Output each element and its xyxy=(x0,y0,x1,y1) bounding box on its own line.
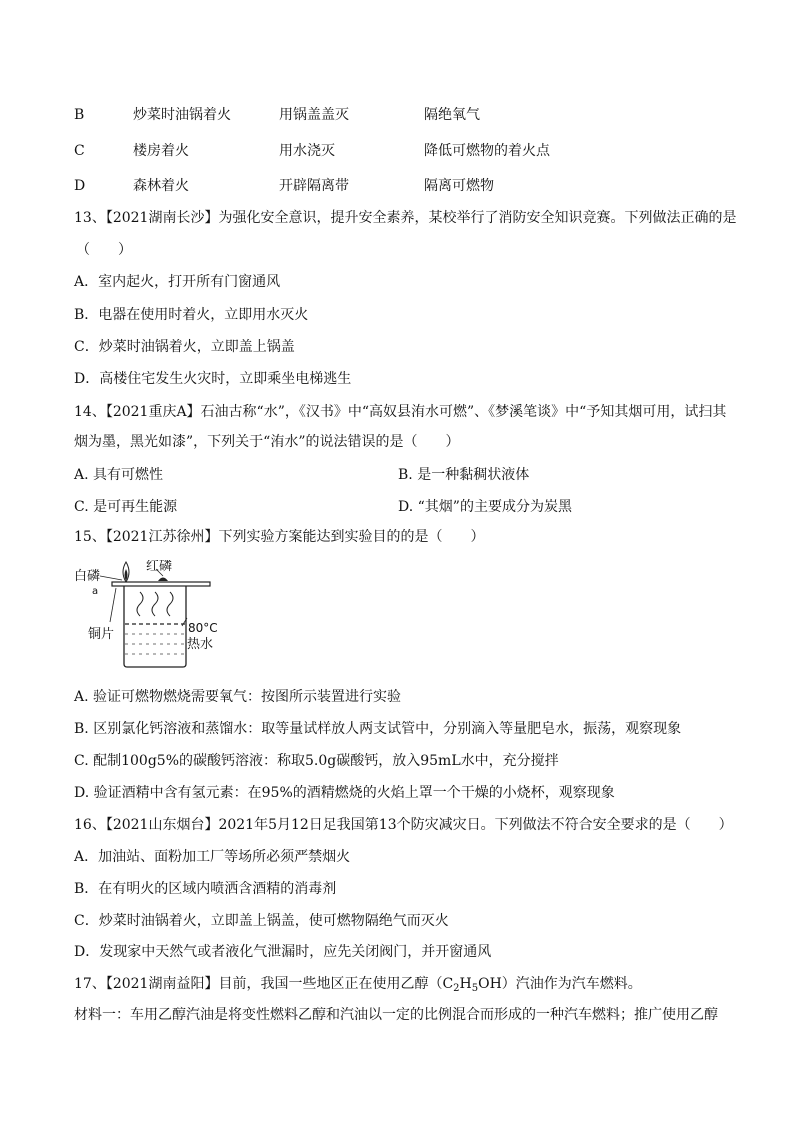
q16-stem: 16、【2021山东烟台】2021年5月12日足我国第13个防灾减灾日。下列做法不符合安全要求的是（ ） xyxy=(74,817,733,833)
row-principle: 隔离可燃物 xyxy=(424,178,494,194)
q16-option-d: D．发现家中天然气或者液化气泄漏时，应先关闭阀门，并开窗通风 xyxy=(74,944,492,960)
q16-option-c: C．炒菜时油锅着火，立即盖上锅盖，使可燃物隔绝气而灭火 xyxy=(74,913,449,929)
q16-option-b: B．在有明火的区域内喷洒含酒精的消毒剂 xyxy=(74,881,337,897)
q17-stem-pre: 17、【2021湖南益阳】目前，我国一些地区正在使用乙醇（C xyxy=(74,976,454,992)
q13-option-d: D．高楼住宅发生火灾时，立即乘坐电梯逃生 xyxy=(74,371,352,387)
q13-option-b: B．电器在使用时着火，立即用水灭火 xyxy=(74,307,309,323)
steam-wisp xyxy=(137,592,143,616)
q17-stem xyxy=(74,975,642,998)
leader-line xyxy=(100,576,122,580)
formula-part: H xyxy=(459,976,472,992)
q13-option-c: C．炒菜时油锅着火，立即盖上锅盖 xyxy=(74,339,295,355)
beaker xyxy=(124,586,186,667)
q14-stem-line1: 14、【2021重庆A】石油古称“水”，《汉书》中“高奴县洧水可燃”、《梦溪笔谈》中“予知其烟可用，试扫其 xyxy=(74,404,727,420)
q15-option-a: A. 验证可燃物燃烧需要氧气：按图所示装置进行实验 xyxy=(74,689,402,705)
q13-stem: 13、【2021湖南长沙】为强化安全意识，提升安全素养，某校举行了消防安全知识竞赛。下列做法正确的是 xyxy=(74,210,737,226)
label-point-a: a xyxy=(92,586,99,597)
label-red-phosphorus: 红磷 xyxy=(146,560,173,574)
row-scene: 森林着火 xyxy=(133,178,189,194)
leader-line xyxy=(110,588,116,622)
label-temperature: 80°C xyxy=(188,621,218,635)
red-phosphorus xyxy=(158,578,168,582)
row-principle: 隔绝氧气 xyxy=(424,107,480,123)
q15-option-c: C. 配制100g5%的碳酸钙溶液：称取5.0g碳酸钙，放入95mL水中，充分搅拌 xyxy=(74,753,559,769)
row-method: 用水浇灭 xyxy=(279,143,335,159)
q14-option-b: B. 是一种黏稠状液体 xyxy=(398,467,530,483)
steam-wisp xyxy=(167,592,173,616)
formula-subscript: 2 xyxy=(453,983,460,994)
q13-option-a: A．室内起火，打开所有门窗通风 xyxy=(74,274,281,290)
combustion-apparatus-figure xyxy=(70,560,240,675)
label-copper-plate: 铜片 xyxy=(88,627,115,642)
row-letter: D xyxy=(74,178,86,194)
q15-option-b: B. 区别氯化钙溶液和蒸馏水：取等量试样放人两支试管中，分别滴入等量肥皂水，振荡，观察现象 xyxy=(74,721,682,737)
row-method: 开辟隔离带 xyxy=(279,178,349,194)
row-method: 用锅盖盖灭 xyxy=(279,107,349,123)
copper-plate xyxy=(112,582,210,586)
q17-material-1: 材料一：车用乙醇汽油是将变性燃料乙醇和汽油以一定的比例混合而形成的一种汽车燃料；推广使用乙醇 xyxy=(74,1007,718,1023)
q15-option-d: D. 验证酒精中含有氢元素：在95%的酒精燃烧的火焰上罩一个干燥的小烧杯，观察现象 xyxy=(74,785,615,801)
row-principle: 降低可燃物的着火点 xyxy=(424,143,550,159)
q17-stem-post: OH）汽油作为汽车燃料。 xyxy=(478,976,642,992)
row-scene: 楼房着火 xyxy=(133,143,189,159)
label-white-phosphorus: 白磷 xyxy=(74,569,101,584)
row-letter: C xyxy=(74,143,85,159)
label-hot-water: 热水 xyxy=(187,637,214,652)
q14-stem-line2: 烟为墨，黑光如漆”，下列关于“洧水”的说法错误的是（ ） xyxy=(74,434,460,450)
steam-wisp xyxy=(152,592,158,616)
q14-option-a: A. 具有可燃性 xyxy=(74,467,164,483)
row-letter: B xyxy=(74,107,85,123)
row-scene: 炒菜时油锅着火 xyxy=(133,107,231,123)
q15-stem: 15、【2021江苏徐州】下列实验方案能达到实验目的的是（ ） xyxy=(74,529,485,545)
q16-option-a: A．加油站、面粉加工厂等场所必须严禁烟火 xyxy=(74,849,351,865)
q14-option-d: D. “其烟”的主要成分为炭黑 xyxy=(398,499,572,515)
q14-option-c: C. 是可再生能源 xyxy=(74,499,178,515)
formula-subscript: 5 xyxy=(471,983,479,994)
q13-answer-blank: （ ） xyxy=(76,242,132,258)
